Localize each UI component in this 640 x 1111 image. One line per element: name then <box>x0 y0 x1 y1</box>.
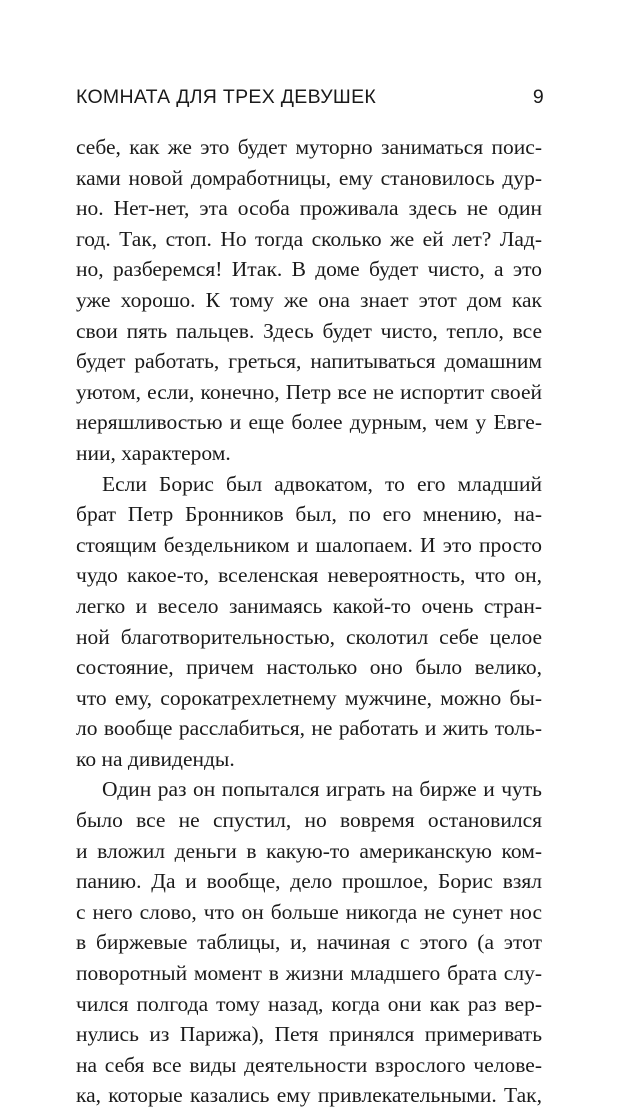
text-line: Если Борис был адвокатом, то его младший <box>102 471 542 496</box>
text-line: ко на дивиденды. <box>76 746 235 771</box>
text-line: было все не спустил, но вовремя остановился <box>76 808 542 833</box>
text-line: поворотный момент в жизни младшего брата слу- <box>76 961 542 986</box>
text-line: состояние, причем настолько оно было велико, <box>76 655 542 680</box>
text-line: ло вообще расслабиться, не работать и жить толь- <box>76 716 542 741</box>
body-text <box>76 132 542 1111</box>
text-line: ка, которые казались ему привлекательными. Так, <box>76 1083 542 1108</box>
text-line: ной благотворительностью, сколотил себе целое <box>76 624 542 649</box>
text-line: будет работать, греться, напитываться домашним <box>76 349 542 374</box>
text-line: уютом, если, конечно, Петр все не испортит своей <box>76 379 542 404</box>
text-line: ками новой домработницы, ему становилось дур- <box>76 165 542 190</box>
text-line: что ему, сорокатрехлетнему мужчине, можно бы- <box>76 685 542 710</box>
text-line: нии, характером. <box>76 440 231 465</box>
text-line: с него слово, что он больше никогда не сунет нос <box>76 899 542 924</box>
text-line: но. Нет-нет, эта особа проживала здесь не один <box>76 196 542 221</box>
text-line: себе, как же это будет муторно заниматься поис- <box>76 135 542 159</box>
text-line: но, разберемся! Итак. В доме будет чисто, а это <box>76 257 542 282</box>
text-line: брат Петр Бронников был, по его мнению, на- <box>76 502 542 527</box>
text-line: на себя все виды деятельности взрослого челове- <box>76 1052 542 1077</box>
text-line: чудо какое-то, вселенская невероятность, что он, <box>76 563 542 588</box>
text-line: и вложил деньги в какую-то американскую ком- <box>76 838 542 863</box>
running-title: КОМНАТА ДЛЯ ТРЕХ ДЕВУШЕК <box>76 86 377 108</box>
text-line: чился полгода тому назад, когда они как раз вер- <box>76 991 542 1016</box>
running-header <box>76 86 544 114</box>
text-line: Один раз он попытался играть на бирже и чуть <box>102 777 542 802</box>
text-line: свои пять пальцев. Здесь будет чисто, тепло, все <box>76 318 542 343</box>
text-line: уже хорошо. К тому же она знает этот дом как <box>76 287 542 312</box>
text-line: панию. Да и вообще, дело прошлое, Борис взял <box>76 869 542 894</box>
text-line: год. Так, стоп. Но тогда сколько же ей лет? Лад- <box>76 226 542 251</box>
page-number: 9 <box>532 86 544 108</box>
text-line: нулись из Парижа), Петя принялся примеривать <box>76 1022 542 1047</box>
text-line: в биржевые таблицы, и, начиная с этого (а этот <box>76 930 542 955</box>
text-line: неряшливостью и еще более дурным, чем у Евге- <box>76 410 542 435</box>
text-line: легко и весело занимаясь какой-то очень стран- <box>76 593 542 618</box>
text-line: стоящим бездельником и шалопаем. И это просто <box>76 532 542 557</box>
